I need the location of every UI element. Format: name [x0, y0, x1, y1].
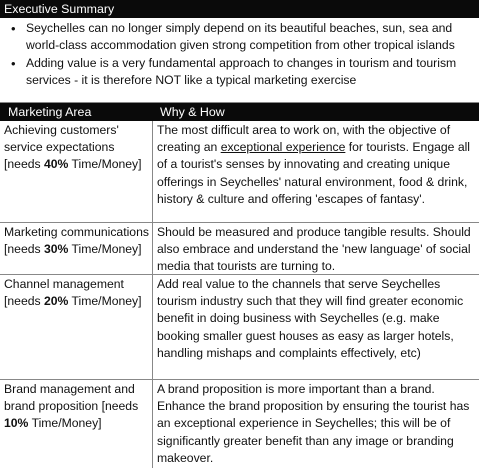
needs-suffix: Time/Money] [68, 242, 142, 257]
summary-bullet-list [4, 20, 475, 89]
summary-section [0, 18, 479, 103]
why-cell: Add real value to the channels that serve Seychelles tourism industry such that they will find greater economic benefit in doing business with Seychelles (e.g. make booking smaller guest houses as easy as larger hotels, handling mishaps and complaints effectively, etc) [152, 275, 479, 379]
table-row [0, 121, 479, 223]
summary-bullet: • Seychelles can no longer simply depend on its beautiful beaches, sun, sea and world-class accommodation given strong competition from other tropical islands [4, 20, 475, 54]
table-header-row [0, 103, 479, 121]
needs-prefix: [needs [4, 294, 44, 309]
marketing-table [0, 121, 479, 468]
why-cell: A brand proposition is more important than a brand. Enhance the brand proposition by ensuring the tourist has an exceptional experience in Seychelles; this will be of significantly greater benefit than any image or branding makeover. [152, 380, 479, 468]
area-name: Brand management and brand proposition [4, 382, 135, 414]
table-row [0, 223, 479, 275]
area-name: Achieving customers' service expectations [4, 123, 119, 155]
header-marketing-area: Marketing Area [8, 105, 92, 119]
why-text: The most difficult area to work on, with the objective of creating an [157, 123, 451, 155]
needs-suffix: Time/Money] [68, 157, 142, 172]
header-why-how: Why & How [160, 105, 225, 119]
why-cell [152, 121, 479, 222]
needs-suffix: Time/Money] [28, 416, 102, 431]
area-cell [0, 121, 152, 222]
needs-prefix: [needs [4, 242, 44, 257]
summary-bullet: • Adding value is a very fundamental approach to changes in tourism and tourism services - it is therefore NOT like a typical marketing exercise [4, 55, 475, 89]
needs-prefix: [needs [4, 157, 44, 172]
needs-suffix: Time/Money] [68, 294, 142, 309]
why-text: for tourists. Engage all of a tourist's senses by innovating and creating unique offerings in Seychelles' natural environment, food & drink, history & culture and offering 'escapes of fantasy'. [157, 140, 471, 206]
needs-percent: 20% [43, 294, 69, 309]
needs-prefix: [needs [101, 399, 139, 414]
table-row [0, 275, 479, 380]
area-name: Marketing communications [4, 225, 149, 239]
area-cell [0, 275, 152, 379]
area-name: Channel management [4, 277, 124, 291]
why-cell: Should be measured and produce tangible results. Should also embrace and understand the 'new language' of social media that tourists are turning to. [152, 223, 479, 274]
area-cell [0, 223, 152, 274]
needs-percent: 40% [43, 157, 69, 172]
area-cell [0, 380, 152, 468]
summary-title: Executive Summary [0, 0, 479, 18]
needs-percent: 10% [4, 416, 29, 431]
table-row [0, 380, 479, 468]
why-underlined-text: exceptional experience [220, 140, 346, 155]
needs-percent: 30% [43, 242, 69, 257]
